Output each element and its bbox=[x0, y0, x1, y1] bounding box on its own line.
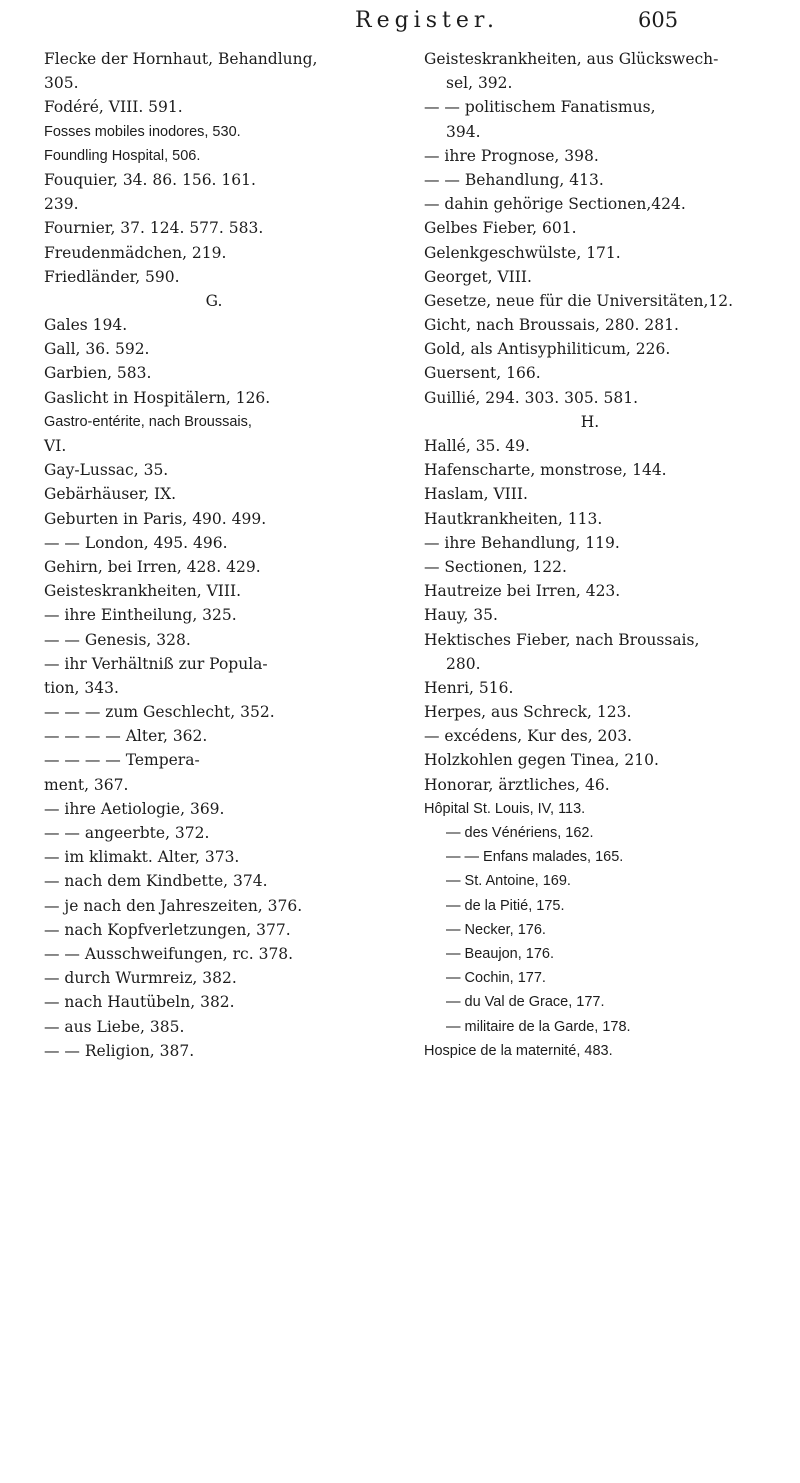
index-entry: Fouquier, 34. 86. 156. 161. bbox=[44, 170, 256, 189]
index-entry: Gehirn, bei Irren, 428. 429. bbox=[44, 557, 261, 576]
index-entry: 394. bbox=[446, 122, 481, 141]
index-entry: Hôpital St. Louis, IV, 113. bbox=[424, 800, 586, 817]
index-entry: Hafenscharte, monstrose, 144. bbox=[424, 461, 667, 480]
index-entry: — ihr Verhältniß zur Popula- bbox=[44, 654, 268, 673]
index-entry: sel, 392. bbox=[446, 74, 513, 93]
index-entry: — — politischem Fanatismus, bbox=[424, 98, 656, 117]
index-entry: Foundling Hospital, 506. bbox=[44, 147, 201, 164]
index-entry: Hektisches Fieber, nach Broussais, bbox=[424, 630, 700, 649]
index-entry: — — — — Tempera- bbox=[44, 751, 200, 770]
index-entry: Gales 194. bbox=[44, 316, 128, 335]
index-entry: — aus Liebe, 385. bbox=[44, 1017, 185, 1036]
index-entry: — ihre Eintheilung, 325. bbox=[44, 606, 237, 625]
index-entry: — Cochin, 177. bbox=[446, 970, 546, 987]
index-entry: — — Religion, 387. bbox=[44, 1041, 195, 1060]
index-entry: — — Behandlung, 413. bbox=[424, 170, 604, 189]
index-entry: — je nach den Jahreszeiten, 376. bbox=[44, 896, 303, 915]
index-column-right bbox=[424, 47, 796, 1063]
running-title: Register. bbox=[355, 8, 499, 33]
index-entry: — Sectionen, 122. bbox=[424, 557, 567, 576]
index-entry: Haslam, VIII. bbox=[424, 485, 528, 504]
index-entry: Gold, als Antisyphiliticum, 226. bbox=[424, 340, 671, 359]
index-entry: — — angeerbte, 372. bbox=[44, 824, 210, 842]
index-entry: Flecke der Hornhaut, Behandlung, bbox=[44, 50, 318, 68]
index-entry: — im klimakt. Alter, 373. bbox=[44, 848, 240, 867]
index-entry: — dahin gehörige Sectionen,424. bbox=[424, 195, 686, 214]
index-entry: — durch Wurmreiz, 382. bbox=[44, 969, 237, 988]
index-entry: — — — — Alter, 362. bbox=[44, 727, 208, 746]
index-entry: Guersent, 166. bbox=[424, 364, 541, 383]
index-entry: Gaslicht in Hospitälern, 126. bbox=[44, 388, 271, 407]
index-entry: Hauy, 35. bbox=[424, 606, 498, 625]
index-entry: Holzkohlen gegen Tinea, 210. bbox=[424, 751, 659, 770]
index-entry: Hautreize bei Irren, 423. bbox=[424, 582, 621, 601]
index-entry: — des Vénériens, 162. bbox=[446, 825, 594, 841]
index-entry: — du Val de Grace, 177. bbox=[446, 994, 605, 1011]
index-entry: Hospice de la maternité, 483. bbox=[424, 1042, 613, 1059]
index-entry: Hautkrankheiten, 113. bbox=[424, 509, 603, 528]
index-entry: — nach Kopfverletzungen, 377. bbox=[44, 920, 291, 939]
index-column-left bbox=[44, 47, 424, 1063]
index-entry: Gall, 36. 592. bbox=[44, 340, 150, 359]
index-entry: 305. bbox=[44, 74, 79, 93]
index-entry: Georget, VIII. bbox=[424, 267, 532, 286]
section-letter-heading: G. bbox=[205, 291, 223, 310]
index-entry: Fodéré, VIII. 591. bbox=[44, 98, 183, 117]
index-entry: — de la Pitié, 175. bbox=[446, 897, 565, 914]
index-entry: Gelenkgeschwülste, 171. bbox=[424, 243, 621, 262]
index-entry: VI. bbox=[44, 437, 67, 455]
index-entry: Geburten in Paris, 490. 499. bbox=[44, 509, 267, 528]
page-header bbox=[0, 8, 800, 40]
index-entry: Gesetze, neue für die Universitäten,12. bbox=[424, 291, 734, 310]
index-entry: — Necker, 176. bbox=[446, 921, 546, 938]
index-entry: 239. bbox=[44, 195, 79, 214]
index-entry: — nach Hautübeln, 382. bbox=[44, 993, 235, 1012]
index-entry: ment, 367. bbox=[44, 775, 129, 794]
index-entry: Fosses mobiles inodores, 530. bbox=[44, 123, 241, 140]
index-entry: Geisteskrankheiten, VIII. bbox=[44, 582, 242, 601]
index-entry: Geisteskrankheiten, aus Glückswech- bbox=[424, 50, 719, 68]
index-entry: Garbien, 583. bbox=[44, 364, 152, 383]
index-entry: — — Enfans malades, 165. bbox=[446, 849, 624, 866]
index-entry: — — Genesis, 328. bbox=[44, 630, 191, 649]
index-entry: — St. Antoine, 169. bbox=[446, 873, 571, 890]
page-number: 605 bbox=[638, 8, 679, 32]
index-entry: Fournier, 37. 124. 577. 583. bbox=[44, 219, 264, 238]
index-entry: Gastro-entérite, nach Broussais, bbox=[44, 413, 252, 430]
index-entry: Guillié, 294. 303. 305. 581. bbox=[424, 388, 639, 407]
index-entry: tion, 343. bbox=[44, 678, 119, 697]
index-entry: — militaire de la Garde, 178. bbox=[446, 1018, 631, 1035]
index-entry: — ihre Behandlung, 119. bbox=[424, 533, 620, 552]
index-entry: — — London, 495. 496. bbox=[44, 533, 228, 552]
index-entry: — ihre Aetiologie, 369. bbox=[44, 799, 225, 818]
index-entry: 280. bbox=[446, 654, 481, 673]
index-entry: Hallé, 35. 49. bbox=[424, 437, 530, 455]
index-entry: Gelbes Fieber, 601. bbox=[424, 219, 577, 238]
index-entry: — excédens, Kur des, 203. bbox=[424, 727, 633, 746]
index-entry: — ihre Prognose, 398. bbox=[424, 146, 599, 165]
index-entry: Honorar, ärztliches, 46. bbox=[424, 775, 610, 794]
index-entry: Henri, 516. bbox=[424, 678, 514, 697]
index-entry: Friedländer, 590. bbox=[44, 267, 180, 286]
index-entry: Gebärhäuser, IX. bbox=[44, 485, 177, 504]
index-entry: Gicht, nach Broussais, 280. 281. bbox=[424, 316, 679, 335]
index-entry: — Beaujon, 176. bbox=[446, 945, 555, 962]
index-entry: — nach dem Kindbette, 374. bbox=[44, 872, 268, 891]
index-entry: — — — zum Geschlecht, 352. bbox=[44, 703, 275, 722]
index-entry: Herpes, aus Schreck, 123. bbox=[424, 703, 632, 722]
index-entry: Freudenmädchen, 219. bbox=[44, 243, 227, 262]
index-entry: Gay-Lussac, 35. bbox=[44, 461, 169, 480]
index-entry: — — Ausschweifungen, rc. 378. bbox=[44, 944, 294, 963]
section-letter-heading: H. bbox=[580, 412, 600, 431]
